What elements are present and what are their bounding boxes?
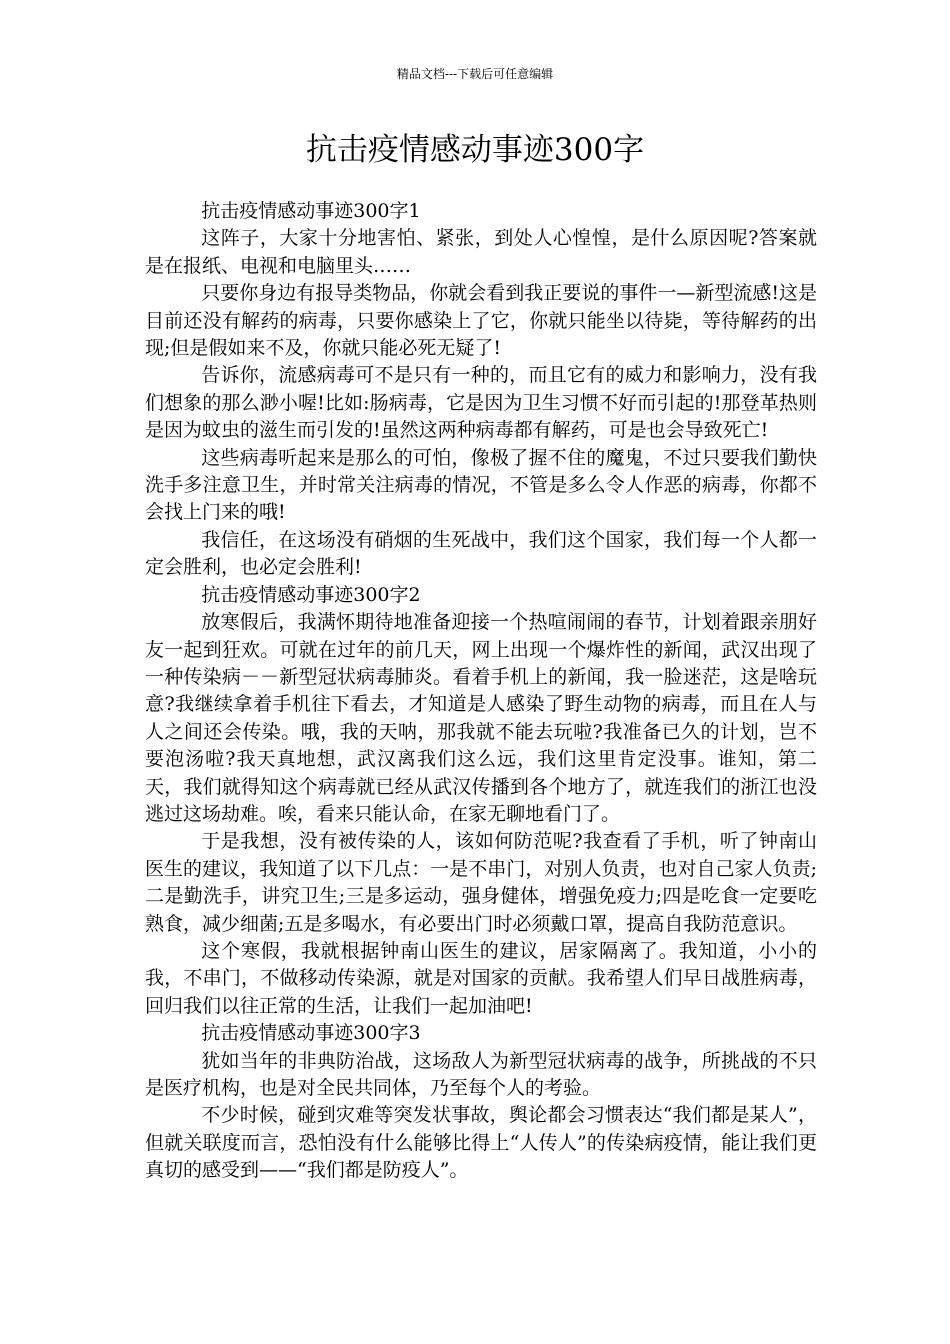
paragraph: 告诉你，流感病毒可不是只有一种的，而且它有的威力和影响力，没有我们想象的那么渺小喔!比如:肠病毒，它是因为卫生习惯不好而引起的!那登革热则是因为蚊虫的滋生而引发的!虽然这两种病毒都有解药，可是也会导致死亡!	[145, 364, 817, 442]
paragraph: 我信任，在这场没有硝烟的生死战中，我们这个国家，我们每一个人都一定会胜利，也必定会胜利!	[145, 528, 817, 579]
paragraph: 这阵子，大家十分地害怕、紧张，到处人心惶惶，是什么原因呢?答案就是在报纸、电视和电脑里头……	[145, 227, 817, 277]
header-note: 精品文档---下载后可任意编辑	[396, 67, 554, 81]
document-title: 抗击疫情感动事迹300字	[305, 132, 645, 168]
section-heading-1: 抗击疫情感动事迹300字1	[201, 200, 421, 222]
paragraph: 不少时候，碰到灾难等突发状事故，舆论都会习惯表达“我们都是某人”，但就关联度而言，恐怕没有什么能够比得上“人传人”的传染病疫情，能让我们更真切的感受到——“我们都是防疫人”。	[145, 1104, 817, 1182]
paragraph: 放寒假后，我满怀期待地准备迎接一个热喧闹闹的春节，计划着跟亲朋好友一起到狂欢。可就在过年的前几天，网上出现一个爆炸性的新闻，武汉出现了一种传染病－－新型冠状病毒肺炎。看着手机上的新闻，我一脸迷茫，这是啥玩意?我继续拿着手机往下看去，才知道是人感染了野生动物的病毒，而且在人与人之间还会传染。哦，我的天呐，那我就不能去玩啦?我准备已久的计划，岂不要泡汤啦?我天真地想，武汉离我们这么远，我们这里肯定没事。谁知，第二天，我们就得知这个病毒就已经从武汉传播到各个地方了，就连我们的浙江也没逃过这场劫难。唉，看来只能认命，在家无聊地看门了。	[145, 611, 817, 825]
paragraph: 只要你身边有报导类物品，你就会看到我正要说的事件一—新型流感!这是目前还没有解药的病毒，只要你感染上了它，你就只能坐以待毙，等待解药的出现;但是假如来不及，你就只能必死无疑了!	[145, 282, 817, 360]
document-body	[145, 198, 817, 1185]
paragraph: 于是我想，没有被传染的人，该如何防范呢?我查看了手机，听了钟南山医生的建议，我知道了以下几点：一是不串门，对别人负责，也对自己家人负责;二是勤洗手，讲究卫生;三是多运动，强身健体，增强免疫力;四是吃食一定要吃熟食，减少细菌;五是多喝水，有必要出门时必须戴口罩，提高自我防范意识。	[145, 830, 817, 935]
section-heading-2: 抗击疫情感动事迹300字2	[201, 583, 421, 606]
paragraph: 这些病毒听起来是那么的可怕，像极了握不住的魔鬼，不过只要我们勤快洗手多注意卫生，并时常关注病毒的情况，不管是多么令人作恶的病毒，你都不会找上门来的哦!	[145, 446, 817, 524]
section-heading-3: 抗击疫情感动事迹300字3	[201, 1022, 421, 1045]
paragraph: 犹如当年的非典防治战，这场敌人为新型冠状病毒的战争，所挑战的不只是医疗机构，也是对全民共同体，乃至每个人的考验。	[145, 1049, 817, 1099]
paragraph: 这个寒假，我就根据钟南山医生的建议，居家隔离了。我知道，小小的我，不串门，不做移动传染源，就是对国家的贡献。我希望人们早日战胜病毒，回归我们以往正常的生活，让我们一起加油吧!	[145, 939, 817, 1017]
